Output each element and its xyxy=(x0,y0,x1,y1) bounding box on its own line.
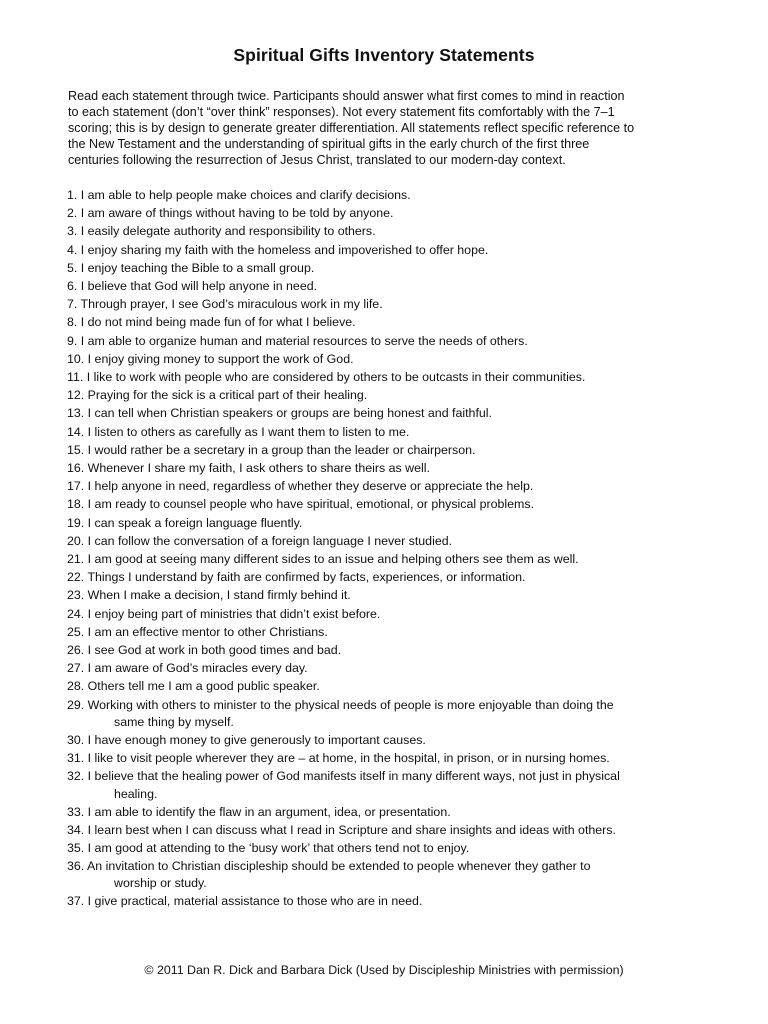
statement-item xyxy=(67,803,727,821)
statement-item xyxy=(67,186,727,204)
statement-text: 30. I have enough money to give generously to important causes. xyxy=(67,732,426,747)
statement-text: 33. I am able to identify the flaw in an argument, idea, or presentation. xyxy=(67,804,451,819)
statement-item xyxy=(67,514,727,532)
statement-item xyxy=(67,568,727,586)
statement-item xyxy=(67,277,727,295)
statement-text: 13. I can tell when Christian speakers or groups are being honest and faithful. xyxy=(67,406,492,421)
statement-item xyxy=(67,386,727,404)
page-title: Spiritual Gifts Inventory Statements xyxy=(233,45,535,65)
statement-text: 25. I am an effective mentor to other Christians. xyxy=(67,624,328,639)
intro-line: scoring; this is by design to generate greater differentiation. All statements reflect specific reference to xyxy=(68,120,635,135)
statement-item xyxy=(67,532,727,550)
statement-item xyxy=(67,659,727,677)
statement-text: 9. I am able to organize human and material resources to serve the needs of others. xyxy=(67,333,528,348)
statement-item xyxy=(67,222,727,240)
statement-item xyxy=(67,477,727,495)
intro-line: Read each statement through twice. Participants should answer what first comes to mind in reaction xyxy=(68,89,625,103)
statement-text: 4. I enjoy sharing my faith with the homeless and impoverished to offer hope. xyxy=(67,242,489,257)
intro-paragraph xyxy=(68,89,708,169)
statement-item xyxy=(67,423,727,441)
statement-text: 3. I easily delegate authority and responsibility to others. xyxy=(67,224,376,239)
statement-text: 11. I like to work with people who are considered by others to be outcasts in their communities. xyxy=(67,370,586,385)
statement-item xyxy=(67,892,727,910)
statement-item xyxy=(67,605,727,623)
statement-text: 37. I give practical, material assistance to those who are in need. xyxy=(67,894,423,909)
statement-item xyxy=(67,368,727,386)
statement-item xyxy=(67,586,727,604)
statement-text: 23. When I make a decision, I stand firmly behind it. xyxy=(67,588,351,603)
statement-text: 31. I like to visit people wherever they are – at home, in the hospital, in prison, or in nursing homes. xyxy=(67,751,610,766)
statement-item xyxy=(67,839,727,857)
statement-text: 5. I enjoy teaching the Bible to a small group. xyxy=(67,260,315,275)
statement-continuation: healing. xyxy=(114,786,158,801)
statement-text: 15. I would rather be a secretary in a group than the leader or chairperson. xyxy=(67,442,476,457)
statement-item xyxy=(67,295,727,313)
statement-text: 26. I see God at work in both good times and bad. xyxy=(67,643,342,658)
statement-text: 35. I am good at attending to the ‘busy work’ that others tend not to enjoy. xyxy=(67,840,470,855)
statement-text: 18. I am ready to counsel people who have spiritual, emotional, or physical problems. xyxy=(67,497,534,512)
statement-text: 29. Working with others to minister to the physical needs of people is more enjoyable than doing the xyxy=(67,697,614,712)
statement-text: 2. I am aware of things without having to be told by anyone. xyxy=(67,206,394,221)
statement-list xyxy=(67,186,727,911)
statement-item xyxy=(67,677,727,695)
intro-line: to each statement (don’t “over think” responses). Not every statement fits comfortably with the 7–1 xyxy=(68,104,615,119)
statement-text: 36. An invitation to Christian discipleship should be extended to people whenever they gather to xyxy=(67,859,591,874)
statement-text: 22. Things I understand by faith are confirmed by facts, experiences, or information. xyxy=(67,570,526,585)
statement-text: 27. I am aware of God’s miracles every day. xyxy=(67,661,308,676)
statement-item xyxy=(67,641,727,659)
statement-item xyxy=(67,731,727,749)
statement-text: 12. Praying for the sick is a critical part of their healing. xyxy=(67,388,368,403)
statement-text: 20. I can follow the conversation of a foreign language I never studied. xyxy=(67,533,453,548)
statement-item xyxy=(67,550,727,568)
statement-text: 14. I listen to others as carefully as I want them to listen to me. xyxy=(67,424,410,439)
statement-item xyxy=(67,767,727,802)
statement-item xyxy=(67,821,727,839)
statement-item xyxy=(67,696,727,731)
statement-text: 6. I believe that God will help anyone in need. xyxy=(67,279,318,294)
statement-text: 7. Through prayer, I see God’s miraculous work in my life. xyxy=(67,297,383,312)
statement-text: 10. I enjoy giving money to support the work of God. xyxy=(67,351,354,366)
statement-text: 16. Whenever I share my faith, I ask others to share theirs as well. xyxy=(67,461,430,476)
intro-line: centuries following the resurrection of Jesus Christ, translated to our modern-day context. xyxy=(68,152,566,167)
statement-item xyxy=(67,204,727,222)
statement-text: 34. I learn best when I can discuss what I read in Scripture and share insights and ideas with others. xyxy=(67,822,616,837)
statement-text: 1. I am able to help people make choices and clarify decisions. xyxy=(67,188,411,202)
statement-item xyxy=(67,404,727,422)
statement-item xyxy=(67,350,727,368)
statement-text: 28. Others tell me I am a good public speaker. xyxy=(67,679,320,694)
statement-text: 21. I am good at seeing many different sides to an issue and helping others see them as well. xyxy=(67,552,579,567)
statement-continuation: same thing by myself. xyxy=(114,714,234,729)
statement-item xyxy=(67,857,727,892)
statement-item xyxy=(67,313,727,331)
statement-item xyxy=(67,332,727,350)
intro-line: the New Testament and the understanding of spiritual gifts in the early church of the first three xyxy=(68,136,590,151)
statement-text: 24. I enjoy being part of ministries that didn’t exist before. xyxy=(67,606,381,621)
copyright-footer: © 2011 Dan R. Dick and Barbara Dick (Used by Discipleship Ministries with permission) xyxy=(144,963,624,977)
statement-item xyxy=(67,495,727,513)
statement-text: 17. I help anyone in need, regardless of whether they deserve or appreciate the help. xyxy=(67,479,534,494)
statement-continuation: worship or study. xyxy=(114,876,207,891)
statement-item xyxy=(67,459,727,477)
statement-text: 8. I do not mind being made fun of for what I believe. xyxy=(67,315,356,330)
statement-item xyxy=(67,259,727,277)
statement-text: 32. I believe that the healing power of God manifests itself in many different ways, not just in physical xyxy=(67,769,620,784)
statement-item xyxy=(67,749,727,767)
statement-item xyxy=(67,441,727,459)
statement-text: 19. I can speak a foreign language fluently. xyxy=(67,515,303,530)
statement-item xyxy=(67,241,727,259)
statement-item xyxy=(67,623,727,641)
